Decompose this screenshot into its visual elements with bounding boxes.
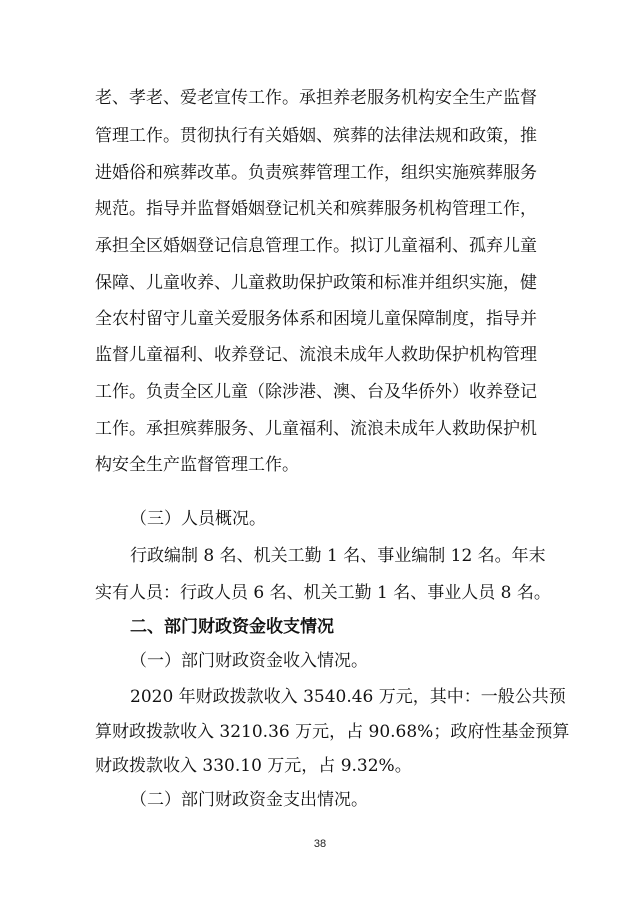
paragraph-line: 构安全生产监督管理工作。 <box>95 455 299 475</box>
paragraph-line: 老、孝老、爱老宣传工作。承担养老服务机构安全生产监督 <box>95 88 537 108</box>
income-text: 算财政拨款收入 3210.36 万元，占 90.68%；政府性基金预算 <box>95 722 570 742</box>
page-number: 38 <box>313 838 327 850</box>
part-heading: 二、部门财政资金收支情况 <box>130 617 334 637</box>
paragraph-line: 进婚俗和殡葬改革。负责殡葬管理工作，组织实施殡葬服务 <box>95 163 537 183</box>
subsection-heading: （二）部门财政资金支出情况。 <box>130 790 368 810</box>
paragraph-line: 管理工作。贯彻执行有关婚姻、殡葬的法律法规和政策，推 <box>95 126 537 146</box>
paragraph-line: 全农村留守儿童关爱服务体系和困境儿童保障制度，指导并 <box>95 309 537 329</box>
paragraph-line: 承担全区婚姻登记信息管理工作。拟订儿童福利、孤弃儿童 <box>95 236 537 256</box>
paragraph-line: 监督儿童福利、收养登记、流浪未成年人救助保护机构管理 <box>95 345 537 365</box>
income-text: 财政拨款收入 330.10 万元，占 9.32%。 <box>95 756 412 776</box>
paragraph-line: 保障、儿童收养、儿童救助保护政策和标准并组织实施，健 <box>95 273 537 293</box>
subsection-heading: （一）部门财政资金收入情况。 <box>130 651 368 671</box>
paragraph-line: 工作。承担殡葬服务、儿童福利、流浪未成年人救助保护机 <box>95 419 537 439</box>
paragraph-line: 工作。负责全区儿童（除涉港、澳、台及华侨外）收养登记 <box>95 382 537 402</box>
section-heading: （三）人员概况。 <box>130 509 266 529</box>
income-text: 2020 年财政拨款收入 3540.46 万元，其中：一般公共预 <box>130 687 566 707</box>
staffing-text: 实有人员：行政人员 6 名、机关工勤 1 名、事业人员 8 名。 <box>95 583 551 603</box>
paragraph-line: 规范。指导并监督婚姻登记机关和殡葬服务机构管理工作， <box>95 199 537 219</box>
staffing-text: 行政编制 8 名、机关工勤 1 名、事业编制 12 名。年末 <box>130 546 546 566</box>
